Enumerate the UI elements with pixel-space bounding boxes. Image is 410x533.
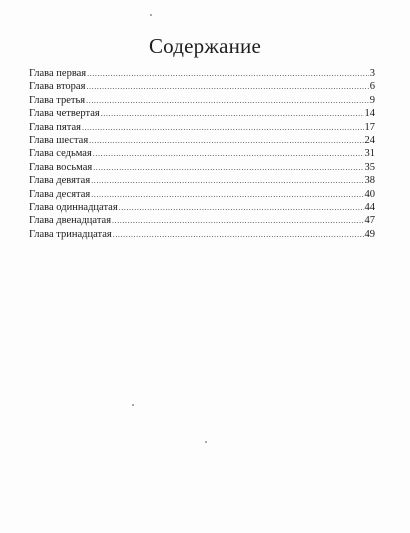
toc-entry — [29, 214, 375, 227]
toc-dot-leader — [91, 174, 363, 187]
toc-entry-label: Глава вторая — [29, 81, 86, 93]
toc-entry — [29, 188, 375, 201]
toc-entry-label: Глава седьмая — [29, 148, 92, 160]
toc-entry-label: Глава пятая — [29, 121, 81, 133]
toc-entry — [29, 228, 375, 241]
toc-entry-page: 44 — [364, 201, 375, 213]
toc-entry-label: Глава четвертая — [29, 108, 100, 120]
toc-dot-leader — [87, 67, 369, 80]
scan-speck — [132, 404, 134, 406]
toc-entry-page: 47 — [364, 215, 375, 227]
toc-dot-leader — [93, 147, 364, 160]
toc-entry — [29, 121, 375, 134]
toc-entry-page: 24 — [364, 134, 375, 146]
toc-entry — [29, 94, 375, 107]
toc-dot-leader — [89, 134, 363, 147]
toc-entry-label: Глава первая — [29, 68, 87, 79]
toc-entry — [29, 147, 375, 160]
page-title: Содержание — [148, 34, 262, 58]
scan-speck — [205, 441, 207, 443]
toc-entry — [29, 67, 375, 80]
toc-entry-label: Глава шестая — [29, 134, 89, 146]
toc-dot-leader — [113, 228, 364, 241]
toc-entry-label: Глава третья — [29, 94, 86, 106]
toc-entry — [29, 134, 375, 147]
toc-entry — [29, 201, 375, 214]
toc-entry — [29, 107, 375, 120]
toc-entry-page: 6 — [369, 81, 375, 93]
toc-dot-leader — [119, 201, 364, 214]
scan-speck — [150, 14, 152, 16]
toc-entry-page: 49 — [364, 228, 375, 240]
toc-entry-page: 3 — [369, 68, 375, 79]
toc-entry-label: Глава десятая — [29, 188, 91, 200]
toc-entry-label: Глава восьмая — [29, 161, 93, 173]
toc-entry-page: 9 — [369, 94, 375, 106]
table-of-contents — [29, 67, 375, 241]
toc-entry-page: 40 — [364, 188, 375, 200]
toc-dot-leader — [91, 188, 363, 201]
toc-entry — [29, 174, 375, 187]
toc-dot-leader — [112, 214, 363, 227]
toc-entry-label: Глава одиннадцатая — [29, 201, 118, 213]
toc-dot-leader — [101, 107, 364, 120]
toc-dot-leader — [86, 80, 368, 93]
toc-entry — [29, 80, 375, 93]
toc-dot-leader — [93, 161, 363, 174]
toc-entry — [29, 161, 375, 174]
toc-entry-page: 35 — [364, 161, 375, 173]
toc-entry-label: Глава девятая — [29, 175, 91, 187]
toc-entry-label: Глава двенадцатая — [29, 215, 112, 227]
toc-dot-leader — [86, 94, 369, 107]
toc-entry-label: Глава тринадцатая — [29, 228, 112, 240]
toc-entry-page: 17 — [364, 121, 375, 133]
toc-entry-page: 31 — [364, 148, 375, 160]
toc-dot-leader — [82, 121, 364, 134]
toc-entry-page: 14 — [364, 108, 375, 120]
toc-entry-page: 38 — [364, 175, 375, 187]
